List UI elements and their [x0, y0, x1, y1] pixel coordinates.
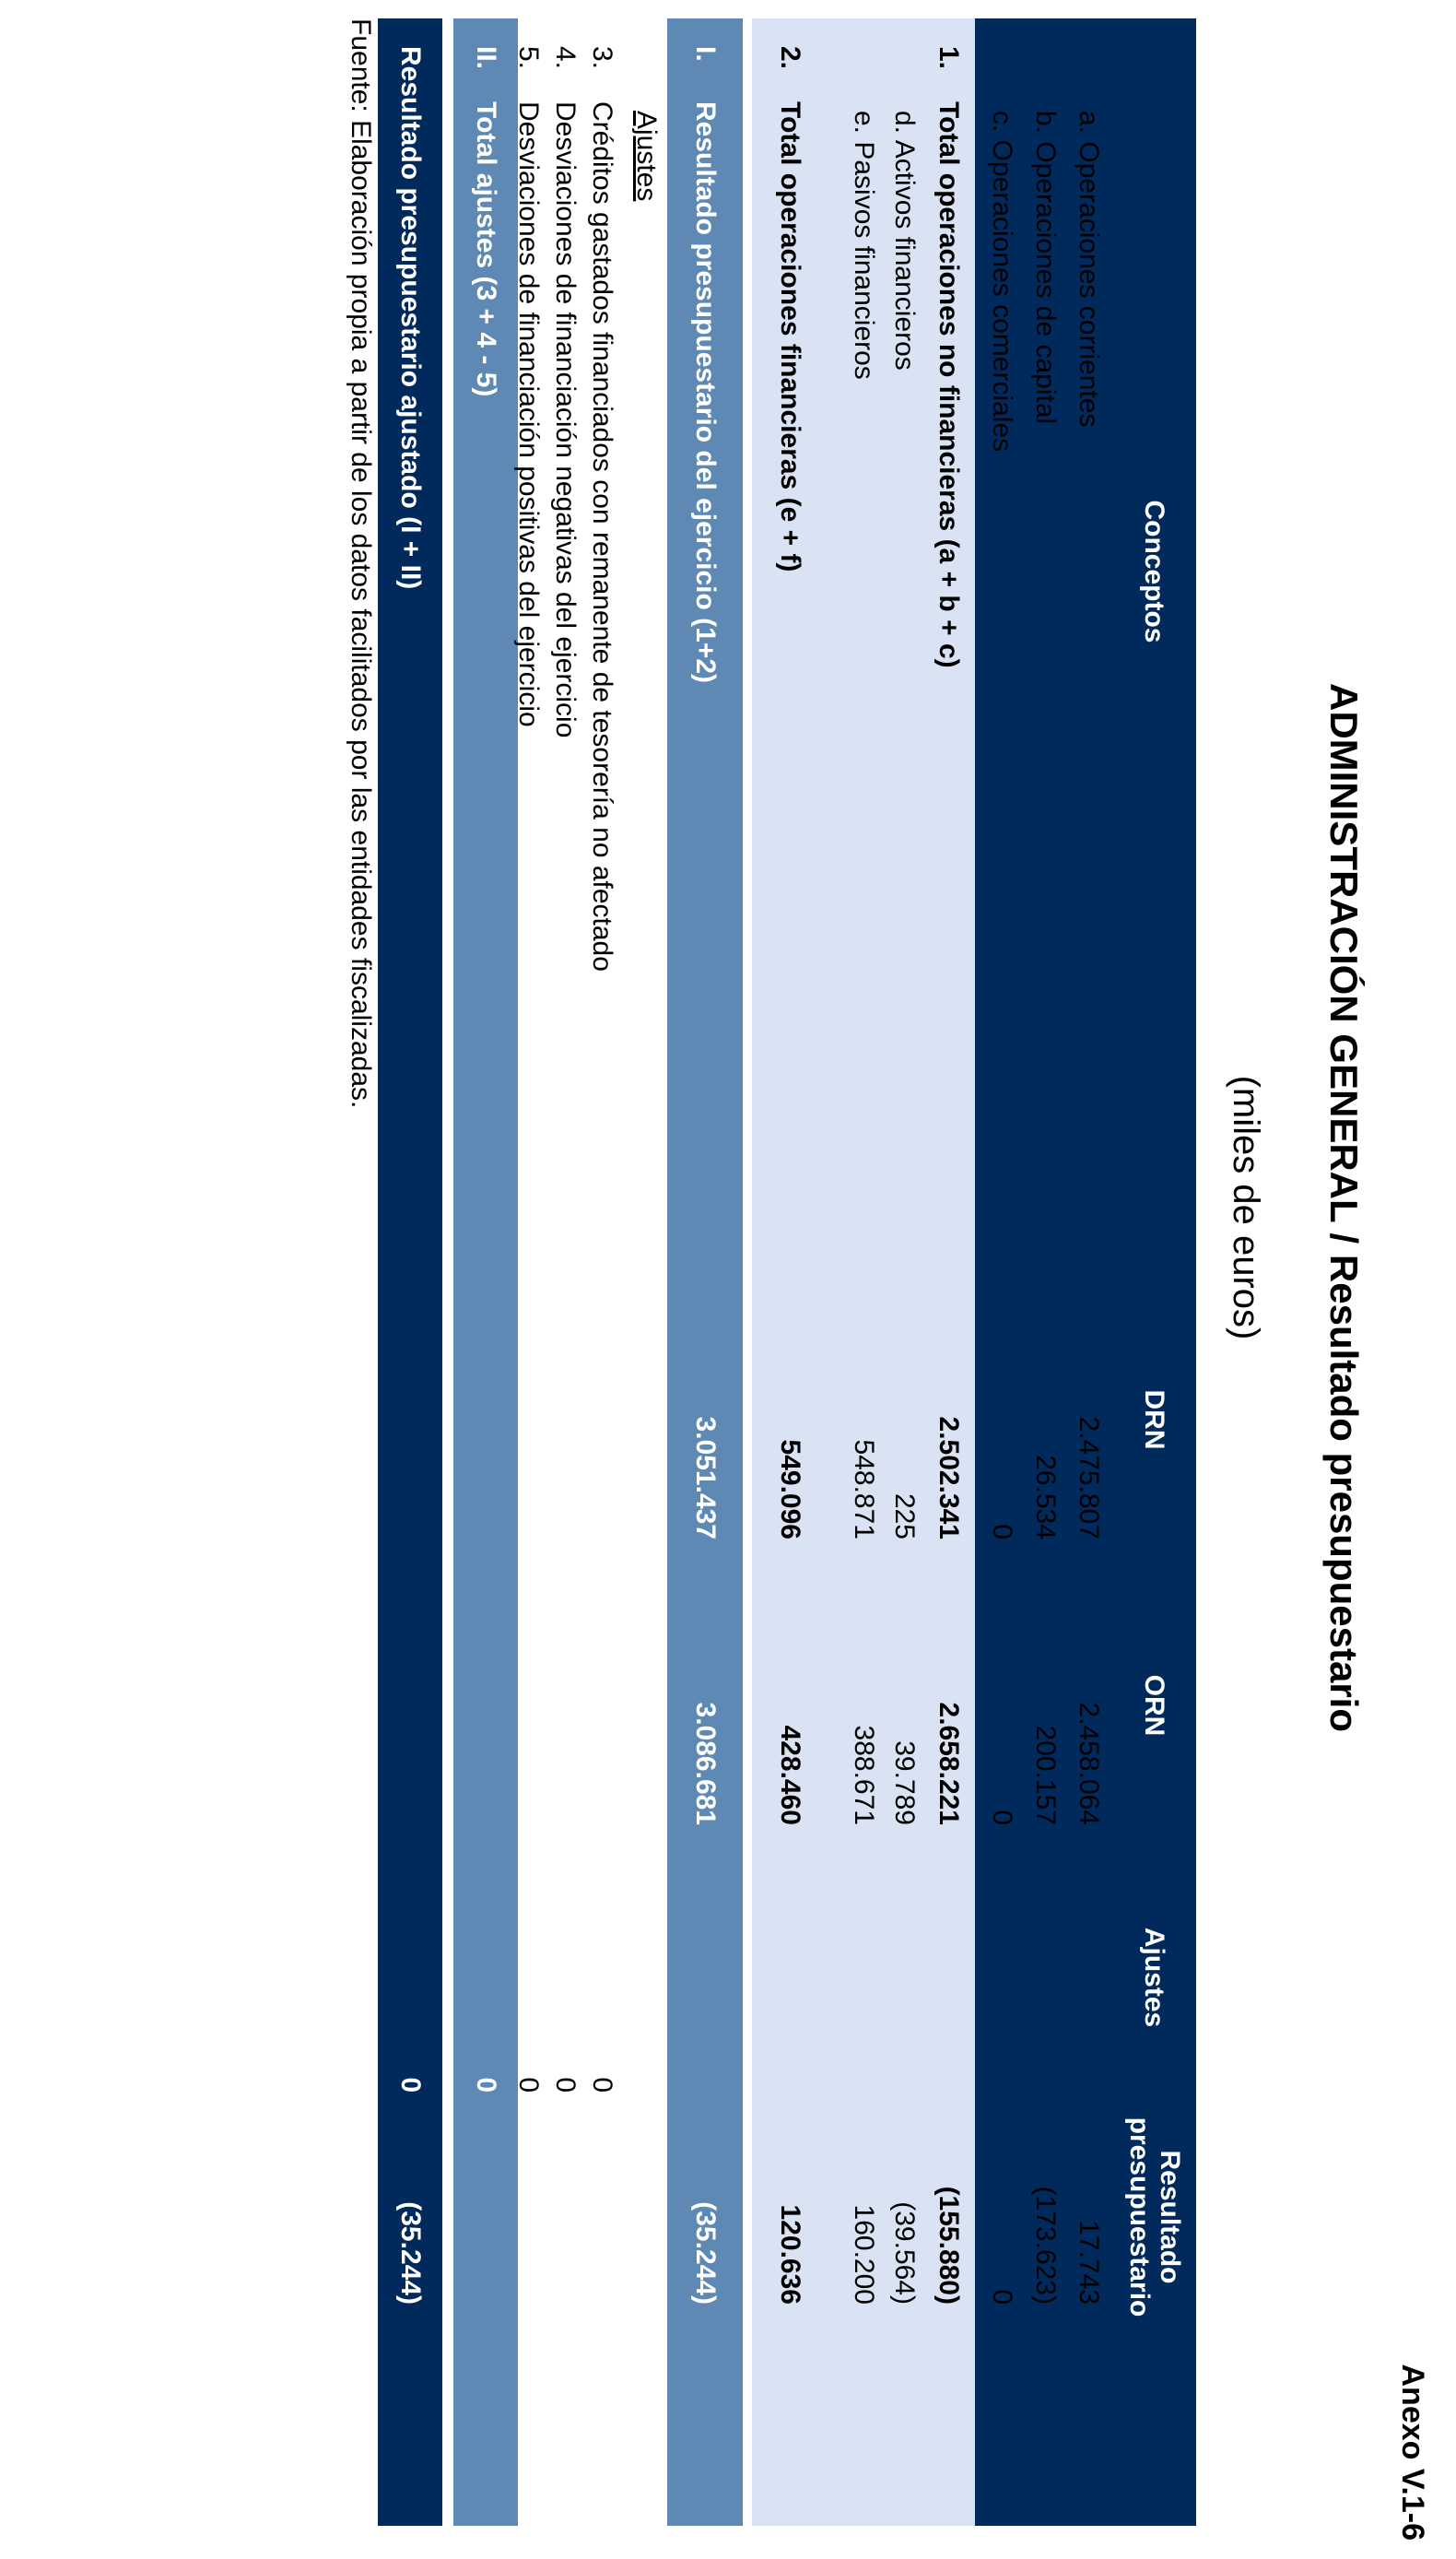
row-a5-ajustes: 0: [513, 2077, 544, 2093]
row-a-drn: 2.475.807: [1074, 1416, 1104, 1539]
row-rII-label: Total ajustes (3 + 4 - 5): [471, 101, 501, 397]
row-rI-resultado: (35.244): [690, 2201, 721, 2305]
row-a4-num: 4.: [550, 46, 581, 70]
row-t2-drn: 549.096: [775, 1439, 805, 1539]
page-subtitle: (miles de euros): [1226, 1075, 1266, 1340]
col-header-drn: DRN: [1139, 1389, 1170, 1450]
row-rI-drn: 3.051.437: [690, 1416, 721, 1539]
row-c-drn: 0: [987, 1524, 1017, 1539]
row-rI-label: Resultado presupuestario del ejercicio (1+2): [690, 101, 721, 684]
col-header-resultado: [1113, 2111, 1196, 2323]
row-t1-orn: 2.658.221: [933, 1702, 964, 1825]
row-a3-ajustes: 0: [587, 2077, 617, 2093]
row-t1-drn: 2.502.341: [933, 1416, 964, 1539]
row-rI-num: I.: [690, 46, 721, 62]
row-t1-num: 1.: [933, 46, 964, 70]
row-d-label: d. Activos financieros: [889, 111, 920, 371]
row-t2-label: Total operaciones financieras (e + f): [775, 101, 805, 572]
ajustes-heading: Ajustes: [631, 111, 662, 202]
annex-label: Anexo V.1-6: [1395, 2364, 1430, 2541]
row-t2-resultado: 120.636: [775, 2204, 805, 2305]
row-d-resultado: (39.564): [889, 2201, 920, 2305]
row-a4-label: Desviaciones de financiación negativas del ejercicio: [550, 101, 581, 738]
source-note: Fuente: Elaboración propia a partir de los datos facilitados por las entidades fiscalizadas.: [346, 18, 376, 1109]
row-b-orn: 200.157: [1030, 1725, 1061, 1825]
row-a5-num: 5.: [513, 46, 544, 70]
row-b-resultado: (173.623): [1030, 2186, 1061, 2305]
col-header-conceptos: Conceptos: [1139, 500, 1170, 643]
row-b-label: b. Operaciones de capital: [1030, 111, 1061, 425]
row-a3-num: 3.: [587, 46, 617, 70]
page-title: ADMINISTRACIÓN GENERAL / Resultado presupuestario: [1322, 682, 1366, 1733]
col-header-orn: ORN: [1139, 1674, 1170, 1737]
row-a-resultado: 17.743: [1074, 2220, 1104, 2305]
row-a3-label: Créditos gastados financiados con remanente de tesorería no afectado: [587, 101, 617, 972]
col-header-resultado-line2: presupuestario: [1124, 2117, 1155, 2317]
row-t2-orn: 428.460: [775, 1725, 805, 1825]
row-b-drn: 26.534: [1030, 1455, 1061, 1539]
col-header-ajustes: Ajustes: [1139, 1927, 1170, 2028]
row-e-drn: 548.871: [849, 1439, 879, 1539]
row-rI-orn: 3.086.681: [690, 1702, 721, 1825]
row-rII-ajustes: 0: [471, 2077, 501, 2093]
row-d-orn: 39.789: [889, 1740, 920, 1825]
row-c-label: c. Operaciones comerciales: [987, 111, 1017, 453]
row-e-resultado: 160.200: [849, 2204, 879, 2305]
row-final-label: Resultado presupuestario ajustado (I + II): [395, 46, 426, 590]
row-t1-resultado: (155.880): [933, 2186, 964, 2305]
row-e-label: e. Pasivos financieros: [849, 111, 879, 380]
row-e-orn: 388.671: [849, 1725, 879, 1825]
row-a4-ajustes: 0: [550, 2077, 581, 2093]
row-t1-label: Total operaciones no financieras (a + b + c): [933, 101, 964, 668]
col-header-resultado-line1: Resultado: [1155, 2150, 1185, 2284]
row-a-label: a. Operaciones corrientes: [1074, 111, 1104, 428]
row-t2-num: 2.: [775, 46, 805, 70]
row-c-resultado: 0: [987, 2289, 1017, 2305]
row-d-drn: 225: [889, 1492, 920, 1539]
row-a-orn: 2.458.064: [1074, 1702, 1104, 1825]
row-final-resultado: (35.244): [395, 2201, 426, 2305]
row-rII-num: II.: [471, 46, 501, 70]
row-c-orn: 0: [987, 1810, 1017, 1825]
row-a5-label: Desviaciones de financiación positivas del ejercicio: [513, 101, 544, 727]
row-final-ajustes: 0: [395, 2077, 426, 2093]
